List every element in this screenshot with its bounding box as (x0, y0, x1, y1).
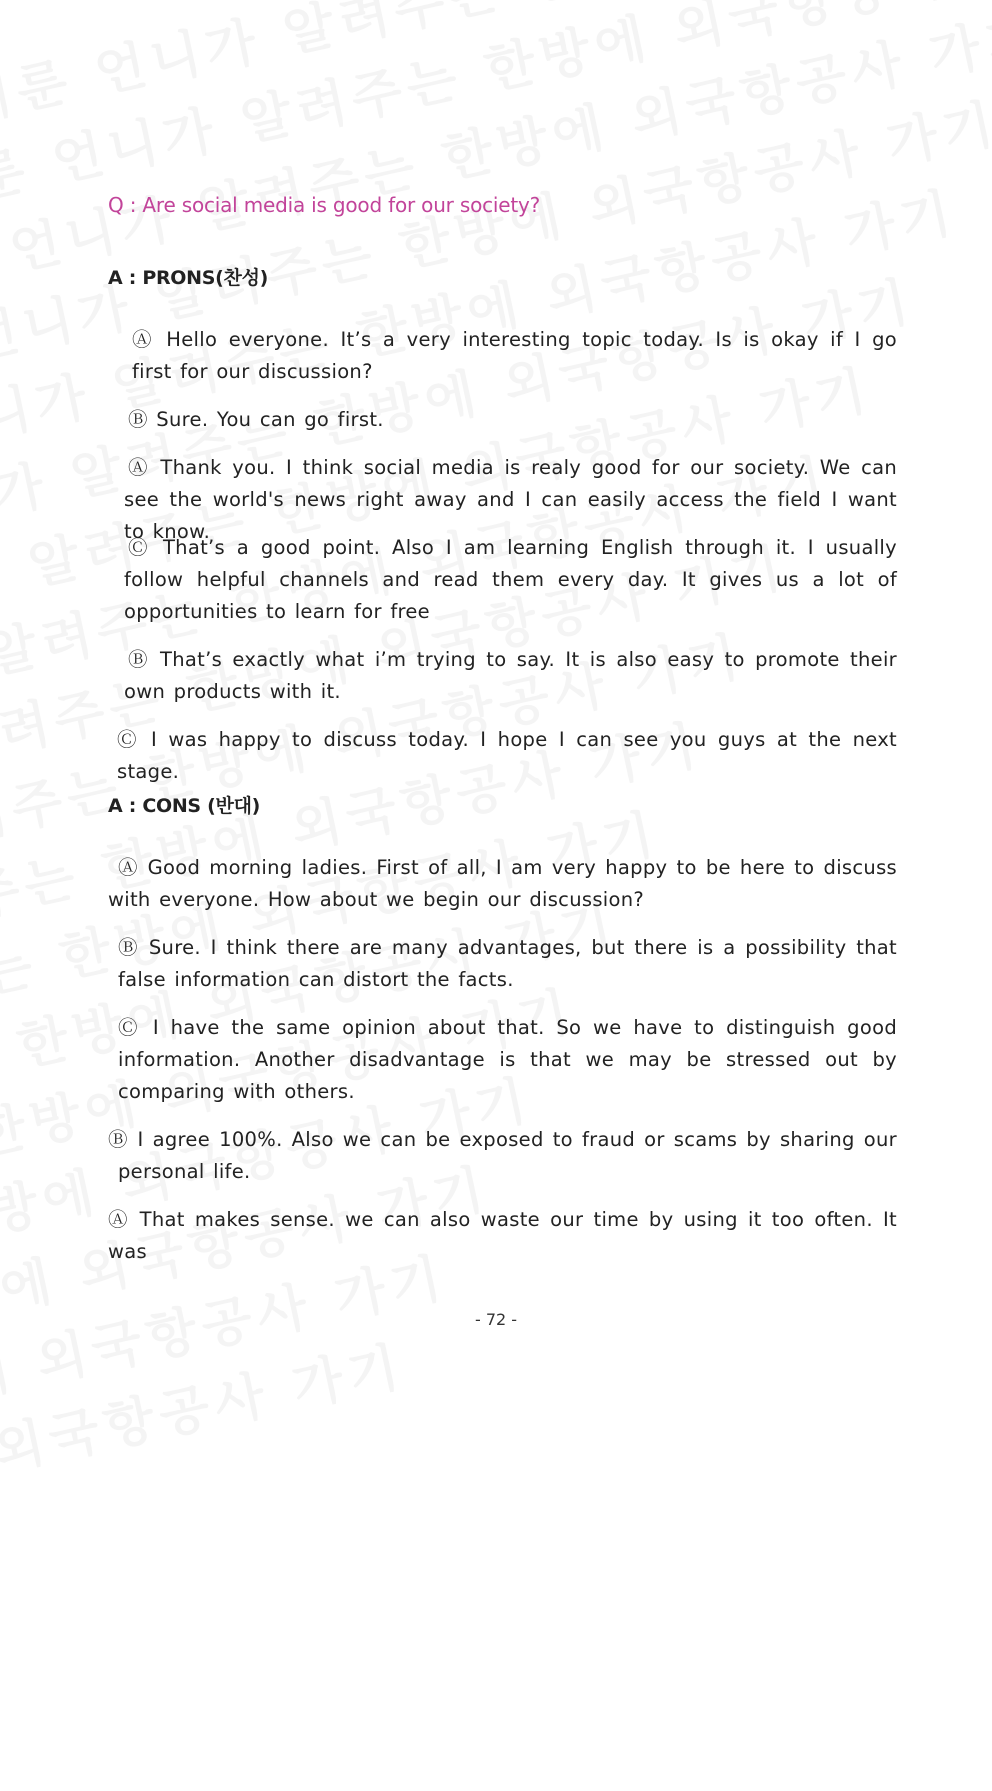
cons-line-5: Ⓐ That makes sense. we can also waste our time by using it too often. It was (108, 1208, 897, 1263)
pros-line-1: Ⓐ Hello everyone. It’s a very interesting topic today. Is is okay if I go first for our discussion? (132, 328, 897, 383)
pros-line-2: Ⓑ Sure. You can go first. (128, 408, 384, 431)
cons-line-2: Ⓑ Sure. I think there are many advantages, but there is a possibility that false information can distort the facts. (118, 936, 897, 991)
pros-line-5: Ⓑ That’s exactly what i’m trying to say. It is also easy to promote their own products with it. (124, 648, 897, 703)
pros-heading: A : PRONS(찬성) (108, 267, 269, 289)
cons-line-1: Ⓐ Good morning ladies. First of all, I am very happy to be here to discuss with everyone. How about we begin our discussion? (108, 856, 897, 911)
page-number: - 72 - (474, 1310, 518, 1329)
pros-line-3: Ⓐ Thank you. I think social media is realy good for our society. We can see the world's news right away and I can easily access the field I want to know. (124, 456, 897, 543)
cons-line-4: Ⓑ I agree 100%. Also we can be exposed to fraud or scams by sharing our personal life. (108, 1128, 897, 1183)
question-heading: Q : Are social media is good for our society? (108, 193, 541, 217)
cons-heading: A : CONS (반대) (108, 795, 261, 817)
cons-line-3: Ⓒ I have the same opinion about that. So we have to distinguish good information. Another disadvantage is that we may be stressed out by comparing with others. (118, 1016, 897, 1103)
pros-line-6: Ⓒ I was happy to discuss today. I hope I can see you guys at the next stage. (117, 728, 897, 783)
pros-line-4: Ⓒ That’s a good point. Also I am learning English through it. I usually follow helpful channels and read them every day. It gives us a lot of opportunities to learn for free (124, 536, 897, 623)
